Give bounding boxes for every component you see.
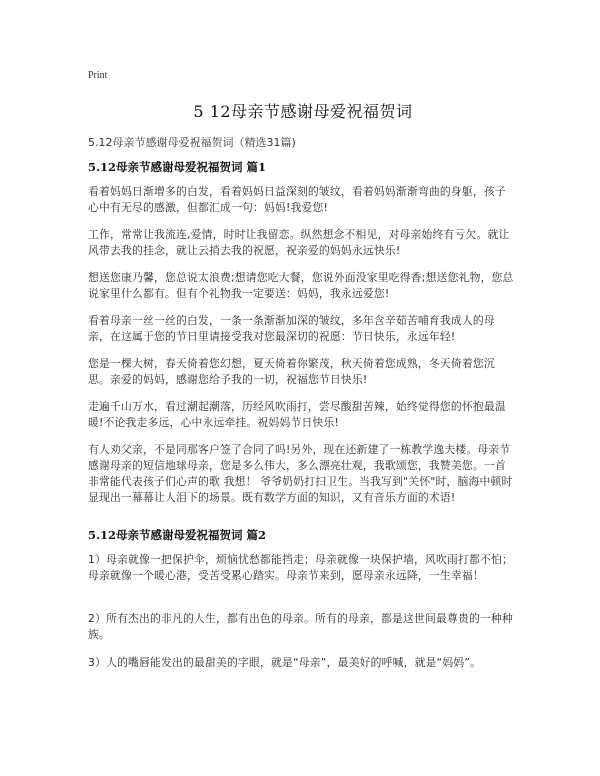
paragraph: 看着母亲一丝一丝的白发，一条一条渐渐加深的皱纹，多年含辛茹苦哺育我成人的母亲，在这属于您的节日里请接受我对您最深切的祝愿：节日快乐，永远年轻!	[88, 314, 495, 343]
section-heading-2: 5.12母亲节感谢母爱祝福贺词 篇2	[88, 528, 267, 542]
print-link[interactable]: Print	[88, 70, 108, 81]
paragraph: 2）所有杰出的非凡的人生，都有出色的母亲。所有的母亲，都是这世间最尊贵的一种种族。	[88, 612, 513, 641]
paragraph: 想送您康乃馨，您总说太浪费;想请您吃大餐，您说外面没家里吃得香;想送您礼物，您总说家里什么都有。但有个礼物我一定要送：妈妈，我永远爱您!	[88, 271, 514, 300]
paragraph: 走遍千山万水，看过潮起潮落，历经风吹雨打，尝尽酸甜苦辣，始终觉得您的怀抱最温暖!不论我走多远，心中永远牵挂。祝妈妈节日快乐!	[88, 400, 506, 429]
paragraph: 3）人的嘴唇能发出的最甜美的字眼，就是“母亲”，最美好的呼喊，就是“妈妈”。	[88, 656, 482, 669]
paragraph: 有人劝父亲，不是同那客户签了合同了吗!另外，现在还新建了一栋教学逸夫楼。母亲节感谢母亲的短信地球母亲，您是多么伟大，多么漂亮壮观，我歌颂您，我赞美您。一首非常能代表孩子们心声的歌 我想！ 爷爷奶奶打扫卫生。当我写到"关怀"时，脑海中顿时显现出一幕幕让人泪下的场景。既有数学方面的知识，又有音乐方面的术语!	[88, 443, 513, 504]
page-subtitle: 5.12母亲节感谢母爱祝福贺词（精选31篇)	[88, 136, 296, 149]
paragraph: 您是一棵大树，春天倚着您幻想，夏天倚着你繁茂，秋天倚着您成熟，冬天倚着您沉思。亲爱的妈妈，感谢您给予我的一切，祝福您节日快乐!	[88, 357, 495, 386]
page-title: 5 12母亲节感谢母爱祝福贺词	[193, 102, 413, 121]
section-heading-1: 5.12母亲节感谢母爱祝福贺词 篇1	[88, 160, 267, 174]
paragraph: 工作，常常让我流连,爱情，时时让我留恋。纵然想念不相见，对母亲始终有亏欠。就让风带去我的挂念，就让云捎去我的祝愿，祝亲爱的妈妈永远快乐!	[88, 228, 510, 257]
paragraph: 看着妈妈日渐增多的白发，看着妈妈日益深刻的皱纹，看着妈妈渐渐弯曲的身躯，孩子心中有无尽的感激，但都汇成一句：妈妈!我爱您!	[88, 185, 506, 214]
paragraph: 1）母亲就像一把保护伞，烦恼忧愁都能挡走；母亲就像一块保护墙，风吹雨打都不怕；母亲就像一个暖心港，受苦受累心踏实。母亲节来到，愿母亲永远降，一生幸福！	[88, 553, 513, 582]
